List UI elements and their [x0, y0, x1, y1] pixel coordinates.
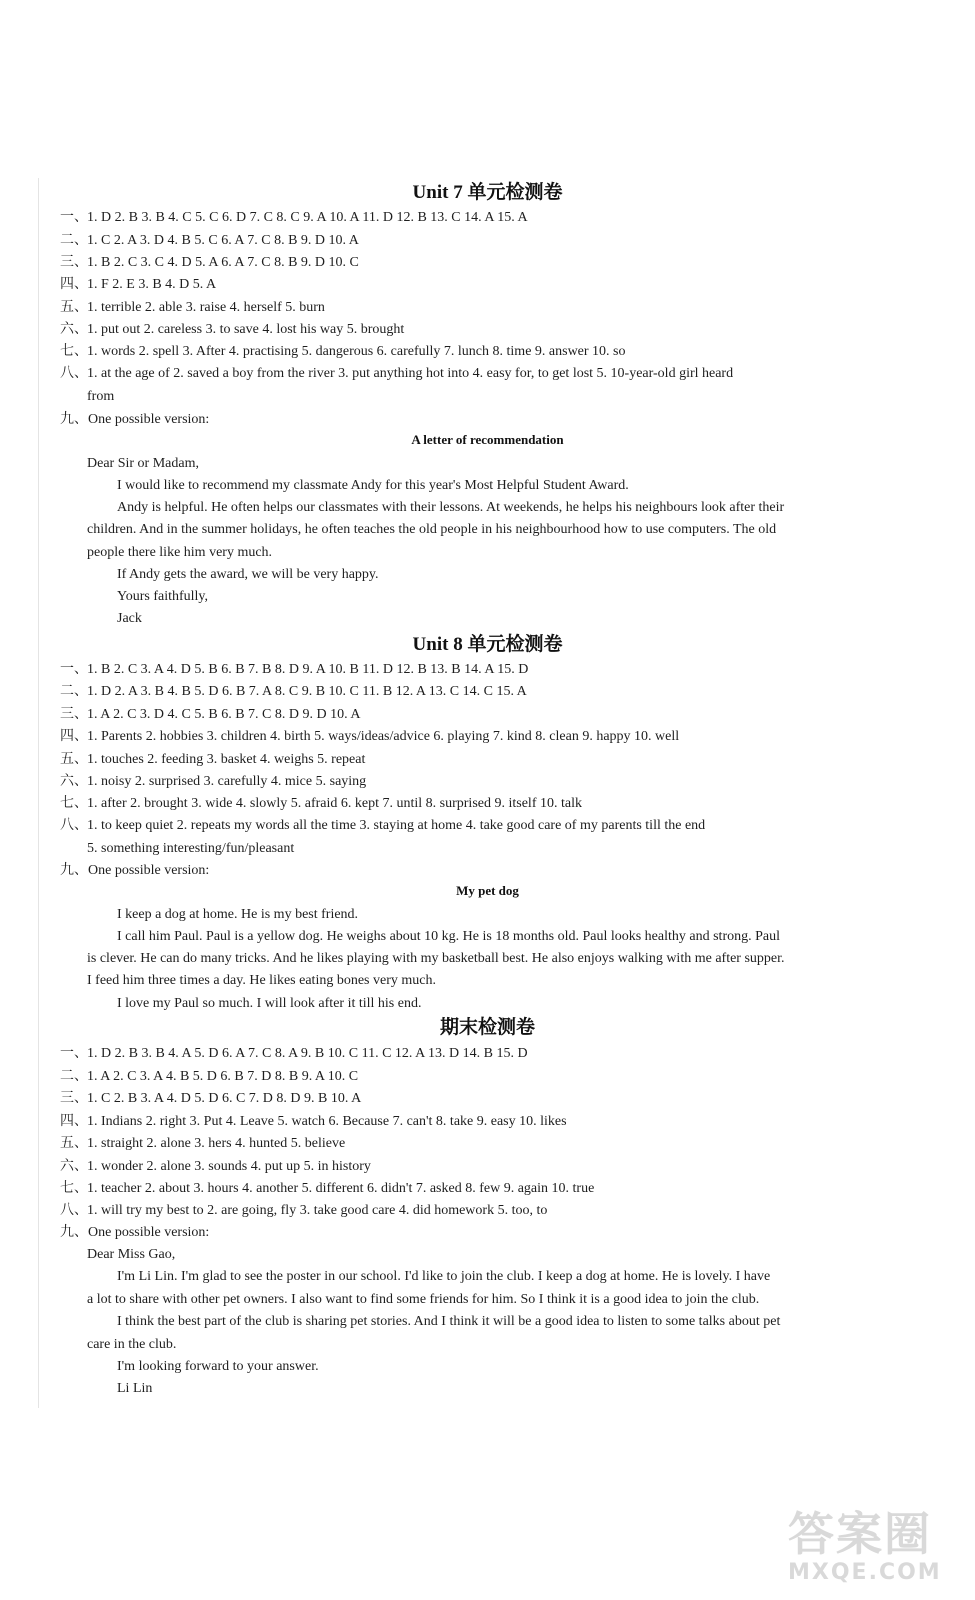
unit7-row-6: 六、1. put out 2. careless 3. to save 4. lost his way 5. brought [60, 322, 405, 337]
unit8-row-8-cont: 5. something interesting/fun/pleasant [87, 841, 295, 856]
unit7-row-1: 一、1. D 2. B 3. B 4. C 5. C 6. D 7. C 8. C 9. A 10. A 11. D 12. B 13. C 14. A 15. A [60, 210, 528, 225]
unit7-salutation: Dear Sir or Madam, [87, 456, 199, 471]
unit7-essay-line: children. And in the summer holidays, he often teaches the old people in his neighbourhood how to use computers. The old [87, 522, 777, 537]
unit8-title: Unit 8 单元检测卷 [412, 634, 563, 655]
unit8-row-5: 五、1. touches 2. feeding 3. basket 4. weighs 5. repeat [60, 752, 366, 767]
unit8-essay-line: is clever. He can do many tricks. And he likes playing with my basketball best. He also enjoys walking with me after supper. [87, 951, 785, 966]
unit8-essay-line: I feed him three times a day. He likes eating bones very much. [87, 973, 436, 988]
unit7-row-4: 四、1. F 2. E 3. B 4. D 5. A [60, 277, 217, 292]
unit7-row-2: 二、1. C 2. A 3. D 4. B 5. C 6. A 7. C 8. B 9. D 10. A [60, 233, 359, 248]
unit8-essay-title: My pet dog [456, 883, 519, 898]
final-exam-title: 期末检测卷 [439, 1017, 535, 1038]
unit8-essay-line: I keep a dog at home. He is my best friend. [117, 907, 359, 922]
unit8-row-1: 一、1. B 2. C 3. A 4. D 5. B 6. B 7. B 8. D 9. A 10. B 11. D 12. B 13. B 14. A 15. D [60, 662, 529, 677]
unit8-row-8: 八、1. to keep quiet 2. repeats my words all the time 3. staying at home 4. take good care of my parents till the end [60, 818, 706, 833]
unit7-closing: Yours faithfully, [117, 589, 209, 604]
unit7-row-7: 七、1. words 2. spell 3. After 4. practising 5. dangerous 6. carefully 7. lunch 8. time 9. answer 10. so [60, 344, 626, 359]
watermark-url-text: MXQE.COM [788, 1560, 942, 1585]
unit8-essay-line: I call him Paul. Paul is a yellow dog. He weighs about 10 kg. He is 18 months old. Paul looks healthy and strong. Paul [117, 929, 780, 944]
unit8-essay-line: I love my Paul so much. I will look after it till his end. [117, 996, 422, 1011]
unit7-row-8: 八、1. at the age of 2. saved a boy from the river 3. put anything hot into 4. easy for, to get lost 5. 10-year-old girl heard [60, 366, 734, 381]
final-row-7: 七、1. teacher 2. about 3. hours 4. another 5. different 6. didn't 7. asked 8. few 9. again 10. true [60, 1181, 595, 1196]
final-row-4: 四、1. Indians 2. right 3. Put 4. Leave 5. watch 6. Because 7. can't 8. take 9. easy 10. likes [60, 1114, 567, 1129]
unit8-row-7: 七、1. after 2. brought 3. wide 4. slowly 5. afraid 6. kept 7. until 8. surprised 9. itself 10. talk [60, 796, 582, 811]
unit7-essay-line: Andy is helpful. He often helps our classmates with their lessons. At weekends, he helps his neighbours look after their [117, 500, 785, 515]
unit7-essay-title: A letter of recommendation [411, 432, 564, 447]
final-essay-line: care in the club. [87, 1337, 177, 1352]
unit8-row-4: 四、1. Parents 2. hobbies 3. children 4. birth 5. ways/ideas/advice 6. playing 7. kind 8. clean 9. happy 10. well [60, 729, 680, 744]
unit8-row-6: 六、1. noisy 2. surprised 3. carefully 4. mice 5. saying [60, 774, 367, 789]
final-essay-line: I think the best part of the club is sharing pet stories. And I think it will be a good idea to listen to some talks about pet [117, 1314, 781, 1329]
unit7-row-8-cont: from [87, 389, 115, 404]
final-writing-intro: 九、One possible version: [60, 1225, 210, 1240]
final-row-5: 五、1. straight 2. alone 3. hers 4. hunted 5. believe [60, 1136, 346, 1151]
final-essay-line: I'm looking forward to your answer. [117, 1359, 319, 1374]
unit7-writing-intro: 九、One possible version: [60, 412, 210, 427]
unit7-title: Unit 7 单元检测卷 [412, 182, 563, 203]
unit7-signature: Jack [117, 611, 142, 626]
unit7-essay-line: people there like him very much. [87, 545, 273, 560]
unit7-essay-line: I would like to recommend my classmate Andy for this year's Most Helpful Student Award. [117, 478, 629, 493]
final-essay-line: I'm Li Lin. I'm glad to see the poster in our school. I'd like to join the club. I keep a dog at home. He is lovely. I have [117, 1269, 771, 1284]
final-row-2: 二、1. A 2. C 3. A 4. B 5. D 6. B 7. D 8. B 9. A 10. C [60, 1069, 359, 1084]
site-watermark [778, 1498, 963, 1592]
final-row-6: 六、1. wonder 2. alone 3. sounds 4. put up 5. in history [60, 1159, 371, 1174]
final-essay-line: a lot to share with other pet owners. I also want to find some friends for him. So I think it is a good idea to join the club. [87, 1292, 760, 1307]
final-row-3: 三、1. C 2. B 3. A 4. D 5. D 6. C 7. D 8. D 9. B 10. A [60, 1091, 362, 1106]
watermark-logo-text: 答案圈 [788, 1507, 932, 1561]
final-row-8: 八、1. will try my best to 2. are going, fly 3. take good care 4. did homework 5. too, to [60, 1203, 548, 1218]
unit8-writing-intro: 九、One possible version: [60, 863, 210, 878]
final-signature: Li Lin [117, 1381, 153, 1396]
unit7-row-3: 三、1. B 2. C 3. C 4. D 5. A 6. A 7. C 8. B 9. D 10. C [60, 255, 359, 270]
unit7-row-5: 五、1. terrible 2. able 3. raise 4. herself 5. burn [60, 300, 325, 315]
final-salutation: Dear Miss Gao, [87, 1247, 176, 1262]
unit8-row-2: 二、1. D 2. A 3. B 4. B 5. D 6. B 7. A 8. C 9. B 10. C 11. B 12. A 13. C 14. C 15. A [60, 684, 527, 699]
unit8-row-3: 三、1. A 2. C 3. D 4. C 5. B 6. B 7. C 8. D 9. D 10. A [60, 707, 361, 722]
unit7-essay-line: If Andy gets the award, we will be very happy. [117, 567, 379, 582]
final-row-1: 一、1. D 2. B 3. B 4. A 5. D 6. A 7. C 8. A 9. B 10. C 11. C 12. A 13. D 14. B 15. D [60, 1046, 528, 1061]
binding-margin-line [38, 178, 39, 1408]
